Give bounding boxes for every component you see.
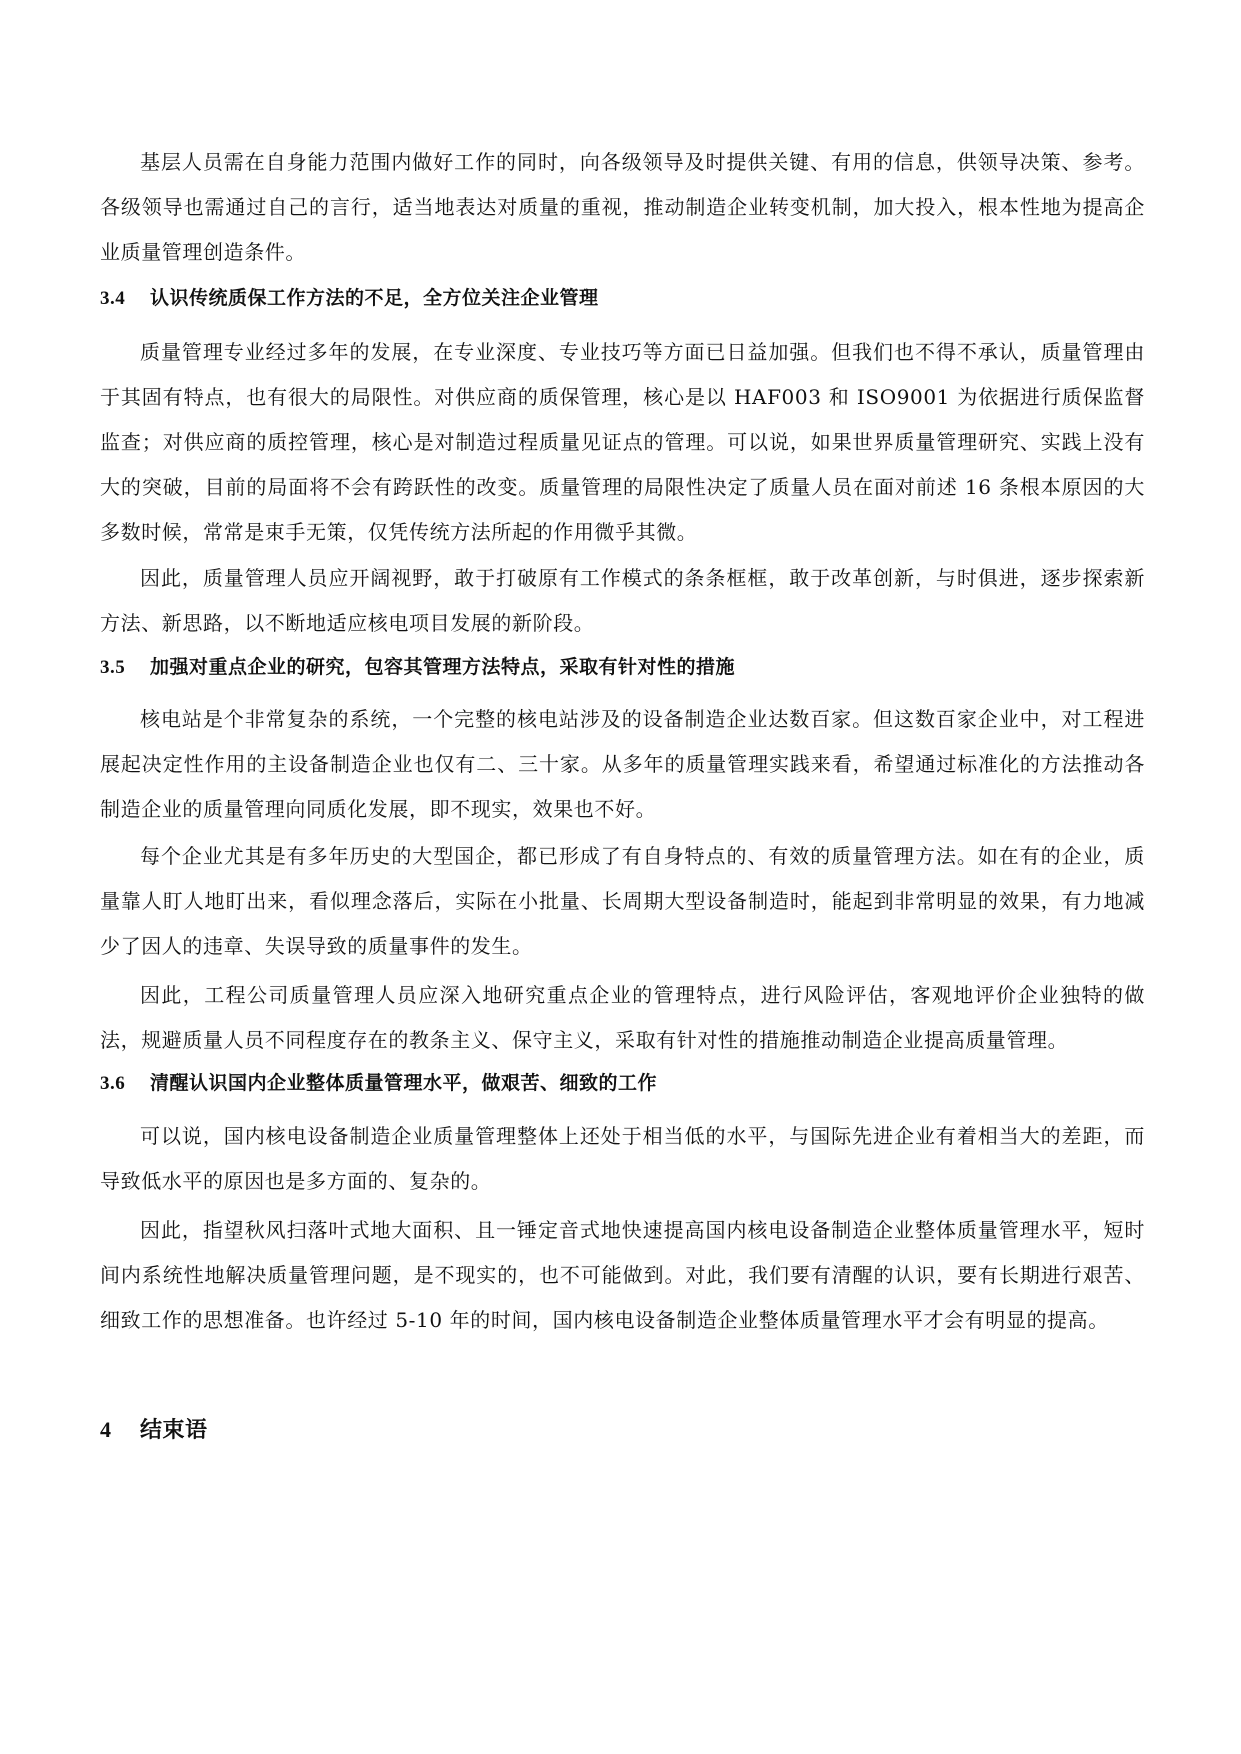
section-title: 清醒认识国内企业整体质量管理水平，做艰苦、细致的工作 [150,1072,658,1094]
paragraph-long-term-effort: 因此，指望秋风扫落叶式地大面积、且一锤定音式地快速提高国内核电设备制造企业整体质量管理水平，短时间内系统性地解决质量管理问题，是不现实的，也不可能做到。对此，我们要有清醒的认识，要有长期进行艰苦、细致工作的思想准备。也许经过 5-10 年的时间，国内核电设备制造企业整体质量管理水平才会有明显的提高。 [100,1218,1145,1332]
section-title: 加强对重点企业的研究，包容其管理方法特点，采取有针对性的措施 [150,656,736,678]
section-number: 3.6 [100,1073,126,1094]
paragraph-qa-limitations: 质量管理专业经过多年的发展，在专业深度、专业技巧等方面已日益加强。但我们也不得不承认，质量管理由于其固有特点，也有很大的局限性。对供应商的质保管理，核心是以 HAF003 和 ISO9001 为依据进行质保监督监查；对供应商的质控管理，核心是对制造过程质量见证点的管理。可以说，如果世界质量管理研究、实践上没有大的突破，目前的局面将不会有跨跃性的改变。质量管理的局限性决定了质量人员在面对前述 16 条根本原因的大多数时候，常常是束手无策，仅凭传统方法所起的作用微乎其微。 [100,340,1145,544]
section-title: 认识传统质保工作方法的不足，全方位关注企业管理 [150,287,599,309]
section-heading-3-5 [100,652,1145,683]
section-number: 3.5 [100,657,126,678]
section-heading-3-6 [100,1068,1145,1099]
paragraph-plant-complexity: 核电站是个非常复杂的系统，一个完整的核电站涉及的设备制造企业达数百家。但这数百家企业中，对工程进展起决定性作用的主设备制造企业也仅有二、三十家。从多年的质量管理实践来看，希望通过标准化的方法推动各制造企业的质量管理向同质化发展，即不现实，效果也不好。 [100,707,1145,821]
section-title: 结束语 [140,1418,208,1443]
section-number: 3.4 [100,288,126,309]
section-heading-3-4 [100,283,1145,314]
paragraph-broaden-vision: 因此，质量管理人员应开阔视野，敢于打破原有工作模式的条条框框，敢于改革创新，与时俱进，逐步探索新方法、新思路，以不断地适应核电项目发展的新阶段。 [100,566,1145,635]
section-number: 4 [100,1417,112,1442]
paragraph-enterprise-methods: 每个企业尤其是有多年历史的大型国企，都已形成了有自身特点的、有效的质量管理方法。如在有的企业，质量靠人盯人地盯出来，看似理念落后，实际在小批量、长周期大型设备制造时，能起到非常明显的效果，有力地减少了因人的违章、失误导致的质量事件的发生。 [100,844,1145,958]
paragraph-risk-assessment: 因此，工程公司质量管理人员应深入地研究重点企业的管理特点，进行风险评估，客观地评价企业独特的做法，规避质量人员不同程度存在的教条主义、保守主义，采取有针对性的措施推动制造企业提高质量管理。 [100,983,1145,1052]
paragraph-domestic-gap: 可以说，国内核电设备制造企业质量管理整体上还处于相当低的水平，与国际先进企业有着相当大的差距，而导致低水平的原因也是多方面的、复杂的。 [100,1124,1145,1193]
section-heading-4-conclusion [100,1415,1145,1446]
paragraph-leadership-info: 基层人员需在自身能力范围内做好工作的同时，向各级领导及时提供关键、有用的信息，供领导决策、参考。各级领导也需通过自己的言行，适当地表达对质量的重视，推动制造企业转变机制，加大投入，根本性地为提高企业质量管理创造条件。 [100,150,1145,264]
